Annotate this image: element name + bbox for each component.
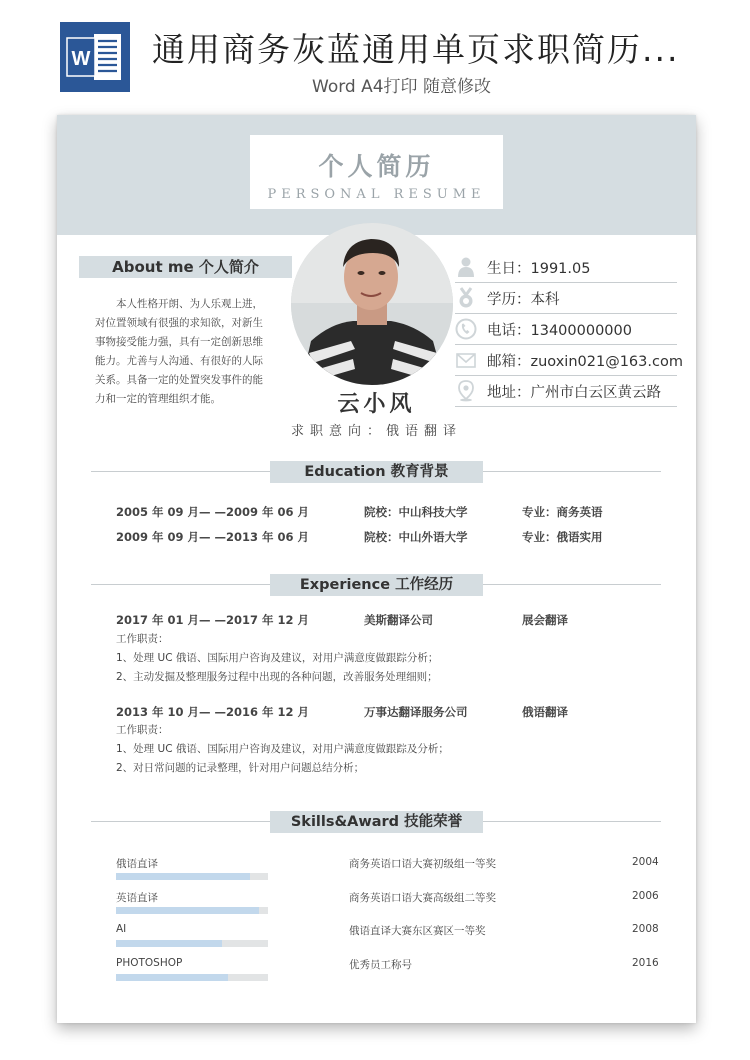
award-name: 俄语直译大赛东区赛区一等奖 (349, 925, 486, 937)
experience-company: 万事达翻译服务公司 (364, 705, 468, 719)
contact-phone (455, 314, 677, 345)
experience-period: 2017 年 01 月— —2017 年 12 月 (116, 613, 310, 627)
profile-photo (291, 223, 453, 385)
award-name: 商务英语口语大赛初级组一等奖 (349, 858, 496, 870)
education-school: 院校：中山外语大学 (364, 530, 468, 544)
duty-item: 1、处理 UC 俄语、国际用户咨询及建议，对用户满意度做跟踪及分析； (116, 743, 449, 755)
skill-bar-fill (116, 940, 222, 947)
contact-text: 邮箱：zuoxin021@163.com (487, 353, 683, 370)
education-heading: Education 教育背景 (270, 461, 483, 483)
education-period: 2009 年 09 月— —2013 年 06 月 (116, 530, 310, 544)
experience-heading: Experience 工作经历 (270, 574, 483, 596)
about-heading: About me 个人简介 (79, 256, 292, 278)
education-school: 院校：中山科技大学 (364, 505, 468, 519)
resume-page (57, 115, 696, 1023)
award-year: 2004 (632, 856, 659, 868)
education-major: 专业：俄语实用 (522, 530, 603, 544)
skills-heading: Skills&Award 技能荣誉 (270, 811, 483, 833)
skill-name: 俄语直译 (116, 858, 158, 870)
skill-bar (116, 974, 268, 981)
skill-name: PHOTOSHOP (116, 957, 183, 969)
duty-label: 工作职责： (116, 724, 169, 736)
banner-title-box (250, 135, 503, 209)
contact-list (455, 252, 683, 407)
banner-title: 个人简历 (318, 152, 435, 181)
about-text: 本人性格开朗、为人乐观上进，对位置领域有很强的求知欲，对新生事物接受能力强，具有一定创新思维能力。尤善与人沟通、有很好的人际关系。具备一定的处置突发事件的能力和一定的管理组织才能。 (95, 298, 263, 405)
experience-role: 展会翻译 (522, 613, 568, 627)
person-icon (455, 256, 477, 278)
duty-label: 工作职责： (116, 633, 169, 645)
award-name: 优秀员工称号 (349, 959, 412, 971)
contact-text: 学历：本科 (487, 291, 560, 308)
word-icon (60, 22, 130, 92)
contact-text: 生日：1991.05 (487, 260, 591, 277)
skill-bar (116, 907, 268, 914)
award-name: 商务英语口语大赛高级组二等奖 (349, 892, 496, 904)
duty-item: 1、处理 UC 俄语、国际用户咨询及建议，对用户满意度做跟踪分析； (116, 652, 439, 664)
candidate-name: 云小风 (337, 392, 416, 417)
skill-bar-fill (116, 873, 250, 880)
award-year: 2016 (632, 957, 659, 969)
contact-email (455, 345, 683, 376)
award-year: 2008 (632, 923, 659, 935)
experience-role: 俄语翻译 (522, 705, 568, 719)
skill-name: 英语直译 (116, 892, 158, 904)
experience-period: 2013 年 10 月— —2016 年 12 月 (116, 705, 310, 719)
skill-name: AI (116, 923, 127, 935)
education-major: 专业：商务英语 (522, 505, 603, 519)
skill-bar (116, 940, 268, 947)
education-period: 2005 年 09 月— —2009 年 06 月 (116, 505, 310, 519)
phone-icon (455, 318, 477, 340)
contact-birthday (455, 252, 677, 283)
skill-bar-fill (116, 974, 228, 981)
contact-text: 地址：广州市白云区黄云路 (487, 384, 661, 401)
document-subtitle: Word A4打印 随意修改 (312, 77, 491, 97)
document-title: 通用商务灰蓝通用单页求职简历... (152, 30, 680, 69)
mail-icon (455, 349, 477, 371)
job-objective: 求职意向：俄语翻译 (290, 424, 462, 439)
award-year: 2006 (632, 890, 659, 902)
duty-item: 2、对日常问题的记录整理，针对用户问题总结分析； (116, 762, 365, 774)
experience-company: 美斯翻译公司 (364, 613, 433, 627)
svg-text:W: W (71, 48, 91, 70)
duty-item: 2、主动发掘及整理服务过程中出现的各种问题，改善服务处理细则； (116, 671, 438, 683)
medal-icon (455, 287, 477, 309)
banner-subtitle: PERSONAL RESUME (267, 187, 486, 202)
contact-education (455, 283, 677, 314)
skill-bar (116, 873, 268, 880)
contact-text: 电话：13400000000 (487, 322, 632, 339)
skill-bar-fill (116, 907, 259, 914)
